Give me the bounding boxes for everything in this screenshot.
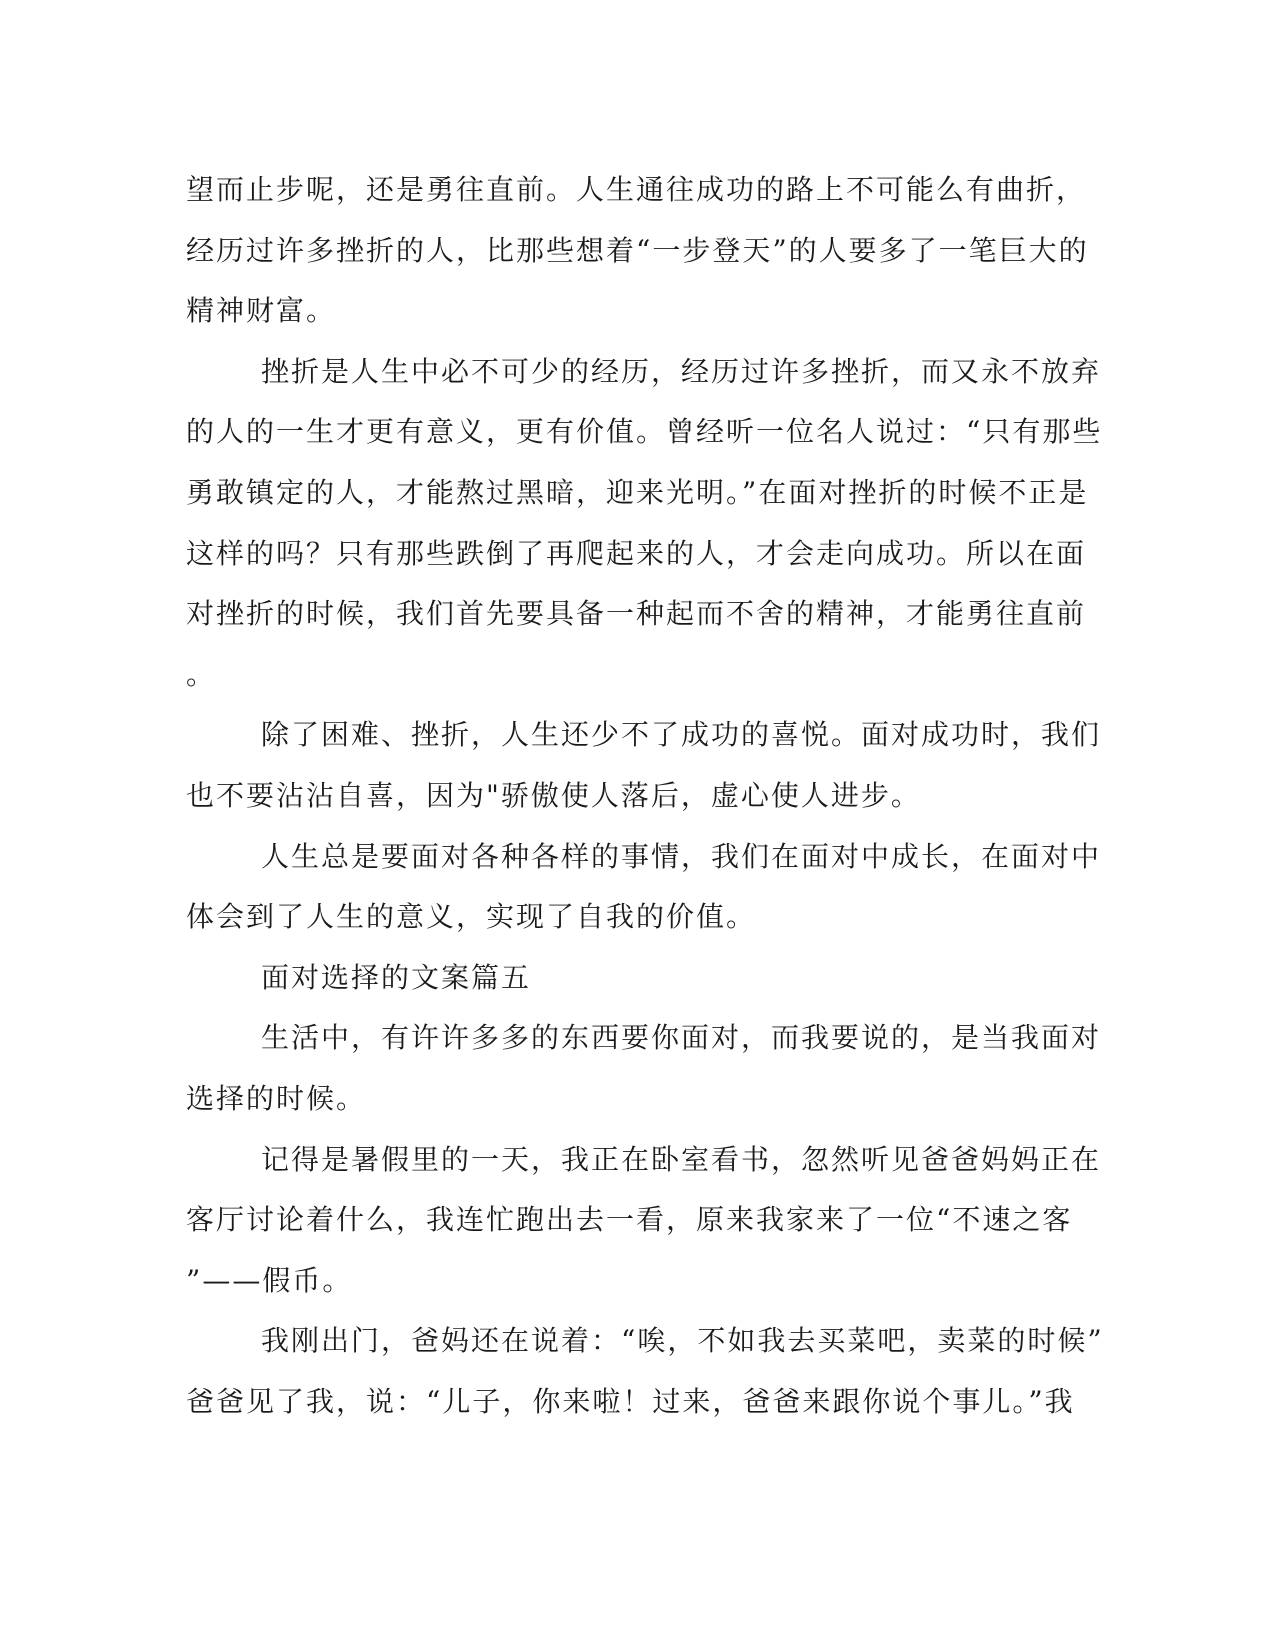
text-line: 精神财富。	[186, 294, 337, 328]
paragraph-first-line: 记得是暑假里的一天，我正在卧室看书，忽然听见爸爸妈妈正在	[261, 1142, 1102, 1176]
text-line: 勇敢镇定的人，才能熬过黑暗，迎来光明。”在面对挫折的时候不正是	[186, 475, 1089, 509]
text-line: 的人的一生才更有意义，更有价值。曾经听一位名人说过：“只有那些	[186, 415, 1103, 449]
text-line: 望而止步呢，还是勇往直前。人生通往成功的路上不可能么有曲折，	[186, 173, 1087, 206]
paragraph-first-line: 我刚出门，爸妈还在说着：“唉，不如我去买菜吧，卖菜的时候”	[261, 1324, 1104, 1358]
text-line: 。	[186, 657, 217, 691]
text-line: 爸爸见了我，说：“儿子，你来啦！过来，爸爸来跟你说个事儿。”我	[186, 1384, 1075, 1418]
text-line: 客厅讨论着什么，我连忙跑出去一看，原来我家来了一位“不速之客	[186, 1203, 1073, 1237]
section-heading: 面对选择的文案篇五	[261, 960, 532, 994]
paragraph-first-line: 挫折是人生中必不可少的经历，经历过许多挫折，而又永不放弃	[261, 354, 1102, 388]
text-line: 也不要沾沾自喜，因为"骄傲使人落后，虚心使人进步。	[186, 778, 921, 812]
text-line: 对挫折的时候，我们首先要具备一种起而不舍的精神，才能勇往直前	[186, 597, 1087, 631]
text-line: ”——假币。	[186, 1263, 353, 1297]
text-line: 这样的吗？只有那些跌倒了再爬起来的人，才会走向成功。所以在面	[186, 536, 1087, 570]
text-line: 体会到了人生的意义，实现了自我的价值。	[186, 900, 757, 934]
text-line: 经历过许多挫折的人，比那些想着“一步登天”的人要多了一笔巨大的	[186, 233, 1089, 267]
paragraph-first-line: 生活中，有许许多多的东西要你面对，而我要说的，是当我面对	[261, 1021, 1102, 1055]
paragraph-first-line: 人生总是要面对各种各样的事情，我们在面对中成长，在面对中	[261, 839, 1102, 873]
text-line: 选择的时候。	[186, 1081, 367, 1115]
document-body	[186, 160, 1104, 1432]
paragraph-first-line: 除了困难、挫折，人生还少不了成功的喜悦。面对成功时，我们	[261, 718, 1102, 752]
